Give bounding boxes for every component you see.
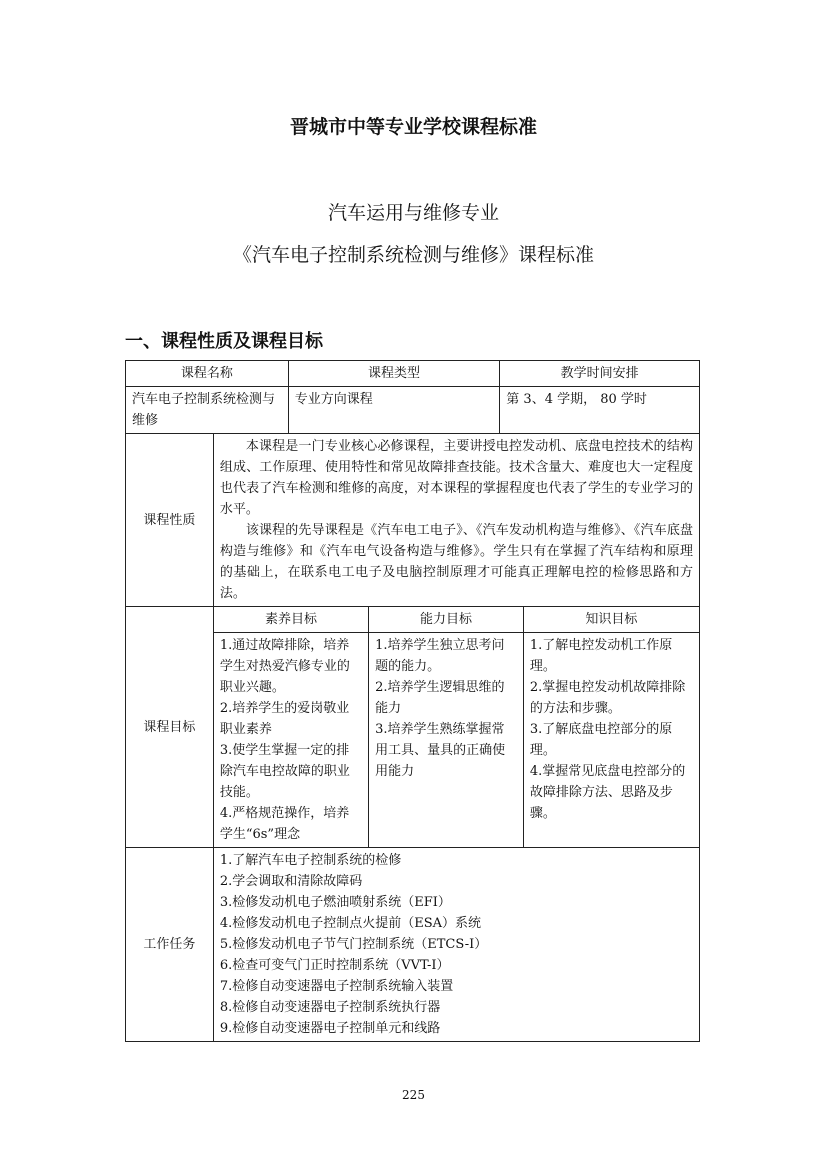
task-item: 5.检修发动机电子节气门控制系统（ETCS-I） <box>219 937 488 952</box>
header-course-type: 课程类型 <box>288 361 500 387</box>
school-title: 晋城市中等专业学校课程标准 <box>289 116 537 138</box>
goals-header-knowledge: 知识目标 <box>523 607 699 633</box>
header-course-name: 课程名称 <box>126 361 289 387</box>
goals-label: 课程目标 <box>126 607 214 848</box>
major-title: 汽车运用与维修专业 <box>327 202 499 224</box>
tasks-row <box>126 848 700 1042</box>
header-schedule: 教学时间安排 <box>500 361 700 387</box>
task-item: 9.检修自动变速器电子控制单元和线路 <box>219 1021 441 1036</box>
goals-content <box>213 607 699 848</box>
nature-content <box>213 434 699 607</box>
list-item: 2.掌握电控发动机故障排除的方法和步骤。 <box>529 680 686 716</box>
task-item: 8.检修自动变速器电子控制系统执行器 <box>219 1000 441 1015</box>
task-item: 6.检查可变气门正时控制系统（VVT-I） <box>219 958 450 973</box>
task-item: 2.学会调取和清除故障码 <box>219 874 363 889</box>
course-standard-table <box>125 360 700 1042</box>
ability-goals <box>369 633 524 848</box>
table-info-row <box>126 387 700 434</box>
tasks-content <box>213 848 699 1042</box>
goals-inner-table <box>214 607 699 847</box>
knowledge-goals <box>523 633 699 848</box>
list-item: 4.严格规范操作，培养学生“6s”理念 <box>219 806 350 842</box>
task-item: 4.检修发动机电子控制点火提前（ESA）系统 <box>219 916 482 931</box>
nature-row <box>126 434 700 607</box>
task-item: 3.检修发动机电子燃油喷射系统（EFI） <box>219 895 451 910</box>
page-number: 225 <box>402 1088 425 1102</box>
course-title: 《汽车电子控制系统检测与维修》课程标准 <box>232 244 594 266</box>
task-item: 7.检修自动变速器电子控制系统输入装置 <box>219 979 454 994</box>
list-item: 3.培养学生熟练掌握常用工具、量具的正确使用能力 <box>375 722 506 779</box>
section-heading: 一、课程性质及课程目标 <box>125 331 323 352</box>
list-item: 1.通过故障排除，培养学生对热爱汽修专业的职业兴趣。 <box>219 638 350 695</box>
list-item: 2.培养学生逻辑思维的能力 <box>375 680 505 716</box>
goals-body-row <box>214 633 699 848</box>
list-item: 4.掌握常见底盘电控部分的故障排除方法、思路及步骤。 <box>529 764 686 821</box>
quality-goals <box>214 633 369 848</box>
tasks-label: 工作任务 <box>126 848 214 1042</box>
nature-paragraph-1: 本课程是一门专业核心必修课程，主要讲授电控发动机、底盘电控技术的结构组成、工作原理、使用特性和常见故障排查技能。技术含量大、难度也大一定程度也代表了汽车检测和维修的高度，对本课程的掌握程度也代表了学生的专业学习的水平。 <box>219 439 693 517</box>
course-name-value: 汽车电子控制系统检测与维修 <box>126 387 289 434</box>
schedule-value: 第 3、4 学期， 80 学时 <box>500 387 700 434</box>
list-item: 1.了解电控发动机工作原理。 <box>529 638 673 674</box>
task-item: 1.了解汽车电子控制系统的检修 <box>219 853 402 868</box>
nature-label: 课程性质 <box>126 434 214 607</box>
goals-row <box>126 607 700 848</box>
course-type-value: 专业方向课程 <box>288 387 500 434</box>
nature-paragraph-2: 该课程的先导课程是《汽车电工电子》、《汽车发动机构造与维修》、《汽车底盘构造与维修》和《汽车电气设备构造与维修》。学生只有在掌握了汽车结构和原理的基础上，在联系电工电子及电脑控制原理才可能真正理解电控的检修思路和方法。 <box>219 523 693 601</box>
list-item: 2.培养学生的爱岗敬业职业素养 <box>219 701 350 737</box>
table-header-row <box>126 361 700 387</box>
goals-header-row <box>214 607 699 633</box>
goals-header-ability: 能力目标 <box>369 607 524 633</box>
list-item: 3.了解底盘电控部分的原理。 <box>529 722 673 758</box>
goals-header-quality: 素养目标 <box>214 607 369 633</box>
list-item: 3.使学生掌握一定的排除汽车电控故障的职业技能。 <box>219 743 350 800</box>
list-item: 1.培养学生独立思考问题的能力。 <box>375 638 505 674</box>
